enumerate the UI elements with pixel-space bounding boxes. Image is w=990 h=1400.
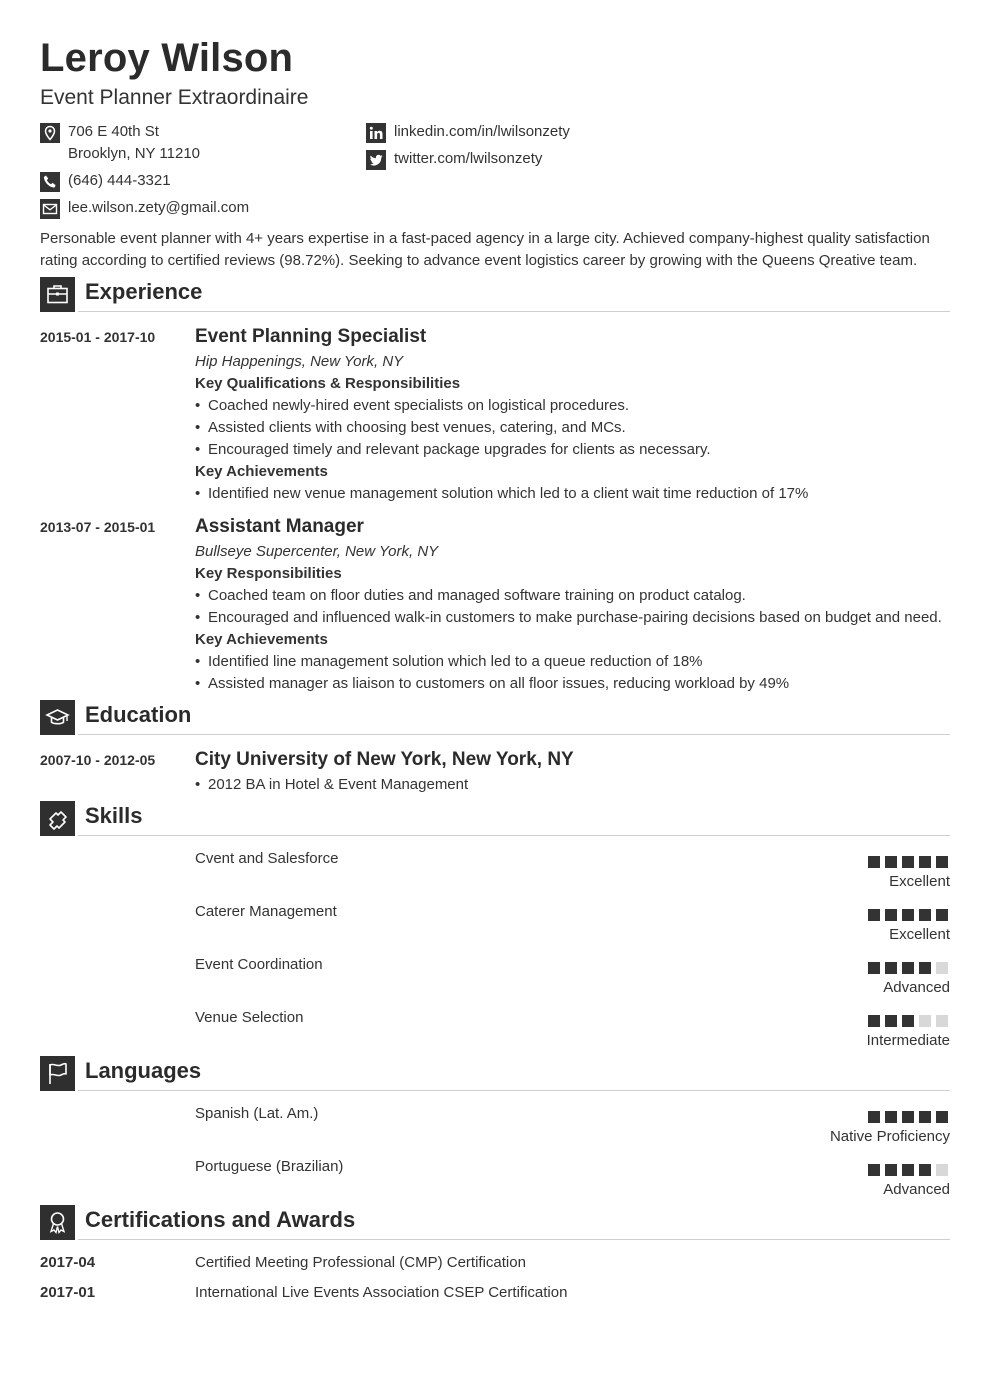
language-name: Portuguese (Brazilian) bbox=[195, 1158, 344, 1175]
twitter-url[interactable]: twitter.com/lwilsonzety bbox=[394, 150, 543, 167]
skills-section-header bbox=[40, 801, 950, 837]
rating-square bbox=[885, 909, 897, 921]
summary-line-2: rating according to certified reviews (98.72%). Seeking to advance event logistics career by growing with the Queens Qreative team. bbox=[40, 252, 918, 269]
section-divider bbox=[78, 311, 950, 312]
education-school: City University of New York, New York, NY bbox=[195, 749, 574, 770]
skill-rating bbox=[868, 856, 950, 868]
skill-rating bbox=[868, 962, 950, 974]
email-address[interactable]: lee.wilson.zety@gmail.com bbox=[68, 199, 250, 216]
education-section-header bbox=[40, 700, 950, 736]
skills-title: Skills bbox=[85, 803, 143, 828]
email-icon bbox=[40, 199, 60, 219]
cert-2-date: 2017-01 bbox=[40, 1284, 96, 1301]
skill-name: Caterer Management bbox=[195, 903, 337, 920]
language-rating bbox=[868, 1111, 950, 1123]
job-1-dates: 2015-01 - 2017-10 bbox=[40, 329, 156, 345]
language-level: Advanced bbox=[883, 1181, 950, 1198]
section-divider bbox=[78, 835, 950, 836]
rating-square bbox=[868, 1015, 880, 1027]
rating-square bbox=[936, 1015, 948, 1027]
language-name: Spanish (Lat. Am.) bbox=[195, 1105, 319, 1122]
professional-summary bbox=[40, 228, 950, 272]
flag-icon bbox=[40, 1056, 75, 1091]
job-1-resp-heading: Key Qualifications & Responsibilities bbox=[195, 375, 461, 392]
skill-name: Cvent and Salesforce bbox=[195, 850, 339, 867]
skill-level: Excellent bbox=[889, 926, 950, 943]
rating-square bbox=[919, 1164, 931, 1176]
rating-square bbox=[868, 909, 880, 921]
cert-2-name: International Live Events Association CSEP Certification bbox=[195, 1284, 568, 1301]
rating-square bbox=[936, 856, 948, 868]
rating-square bbox=[885, 1111, 897, 1123]
rating-square bbox=[885, 1164, 897, 1176]
job-2-resp-heading: Key Responsibilities bbox=[195, 565, 342, 582]
skill-level: Excellent bbox=[889, 873, 950, 890]
phone-icon bbox=[40, 172, 60, 192]
section-divider bbox=[78, 1090, 950, 1091]
rating-square bbox=[885, 962, 897, 974]
language-level: Native Proficiency bbox=[829, 1128, 950, 1145]
certifications-section-header bbox=[40, 1205, 950, 1241]
cert-1-name: Certified Meeting Professional (CMP) Certification bbox=[195, 1254, 526, 1271]
job-1-role: Event Planning Specialist bbox=[195, 326, 427, 347]
experience-title: Experience bbox=[85, 279, 203, 304]
rating-square bbox=[868, 1164, 880, 1176]
candidate-name: Leroy Wilson bbox=[40, 36, 294, 80]
rating-square bbox=[936, 962, 948, 974]
skill-rating bbox=[868, 909, 950, 921]
education-title: Education bbox=[85, 702, 192, 727]
rating-square bbox=[902, 856, 914, 868]
skill-name: Venue Selection bbox=[195, 1009, 304, 1026]
rating-square bbox=[919, 909, 931, 921]
location-icon bbox=[40, 123, 60, 143]
rating-square bbox=[902, 909, 914, 921]
rating-square bbox=[919, 1111, 931, 1123]
rating-square bbox=[868, 856, 880, 868]
job-title: Event Planner Extraordinaire bbox=[40, 86, 309, 109]
job-2-dates: 2013-07 - 2015-01 bbox=[40, 519, 156, 535]
experience-section-header bbox=[40, 277, 950, 313]
rating-square bbox=[902, 1164, 914, 1176]
briefcase-icon bbox=[40, 277, 75, 312]
certifications-title: Certifications and Awards bbox=[85, 1207, 356, 1232]
job-1-company: Hip Happenings, New York, NY bbox=[195, 353, 404, 370]
rating-square bbox=[919, 962, 931, 974]
rating-square bbox=[902, 1015, 914, 1027]
rating-square bbox=[868, 1111, 880, 1123]
phone-number[interactable]: (646) 444-3321 bbox=[68, 172, 171, 189]
rating-square bbox=[902, 1111, 914, 1123]
job-1-ach-heading: Key Achievements bbox=[195, 463, 328, 480]
education-dates: 2007-10 - 2012-05 bbox=[40, 752, 156, 768]
skill-level: Intermediate bbox=[866, 1032, 950, 1049]
summary-line-1: Personable event planner with 4+ years expertise in a fast-paced agency in a large city. Achieved company-highest quality satisfaction bbox=[40, 230, 930, 247]
award-ribbon-icon bbox=[40, 1205, 75, 1240]
job-2-role: Assistant Manager bbox=[195, 516, 364, 537]
twitter-icon bbox=[366, 150, 386, 170]
skill-level: Advanced bbox=[883, 979, 950, 996]
rating-square bbox=[919, 1015, 931, 1027]
rating-square bbox=[902, 962, 914, 974]
section-divider bbox=[78, 734, 950, 735]
rating-square bbox=[936, 909, 948, 921]
language-rating bbox=[868, 1164, 950, 1176]
rating-square bbox=[885, 1015, 897, 1027]
rating-square bbox=[936, 1164, 948, 1176]
graduation-cap-icon bbox=[40, 700, 75, 735]
rating-square bbox=[936, 1111, 948, 1123]
job-2-company: Bullseye Supercenter, New York, NY bbox=[195, 543, 439, 560]
job-2-ach-heading: Key Achievements bbox=[195, 631, 328, 648]
rating-square bbox=[868, 962, 880, 974]
languages-title: Languages bbox=[85, 1058, 202, 1083]
address-line-2: Brooklyn, NY 11210 bbox=[68, 145, 201, 162]
section-divider bbox=[78, 1239, 950, 1240]
skill-rating bbox=[868, 1015, 950, 1027]
address-line-1: 706 E 40th St bbox=[68, 123, 159, 140]
rating-square bbox=[885, 856, 897, 868]
puzzle-hand-icon bbox=[40, 801, 75, 836]
languages-section-header bbox=[40, 1056, 950, 1092]
linkedin-icon bbox=[366, 123, 386, 143]
linkedin-url[interactable]: linkedin.com/in/lwilsonzety bbox=[394, 123, 570, 140]
rating-square bbox=[919, 856, 931, 868]
skill-name: Event Coordination bbox=[195, 956, 323, 973]
cert-1-date: 2017-04 bbox=[40, 1254, 96, 1271]
